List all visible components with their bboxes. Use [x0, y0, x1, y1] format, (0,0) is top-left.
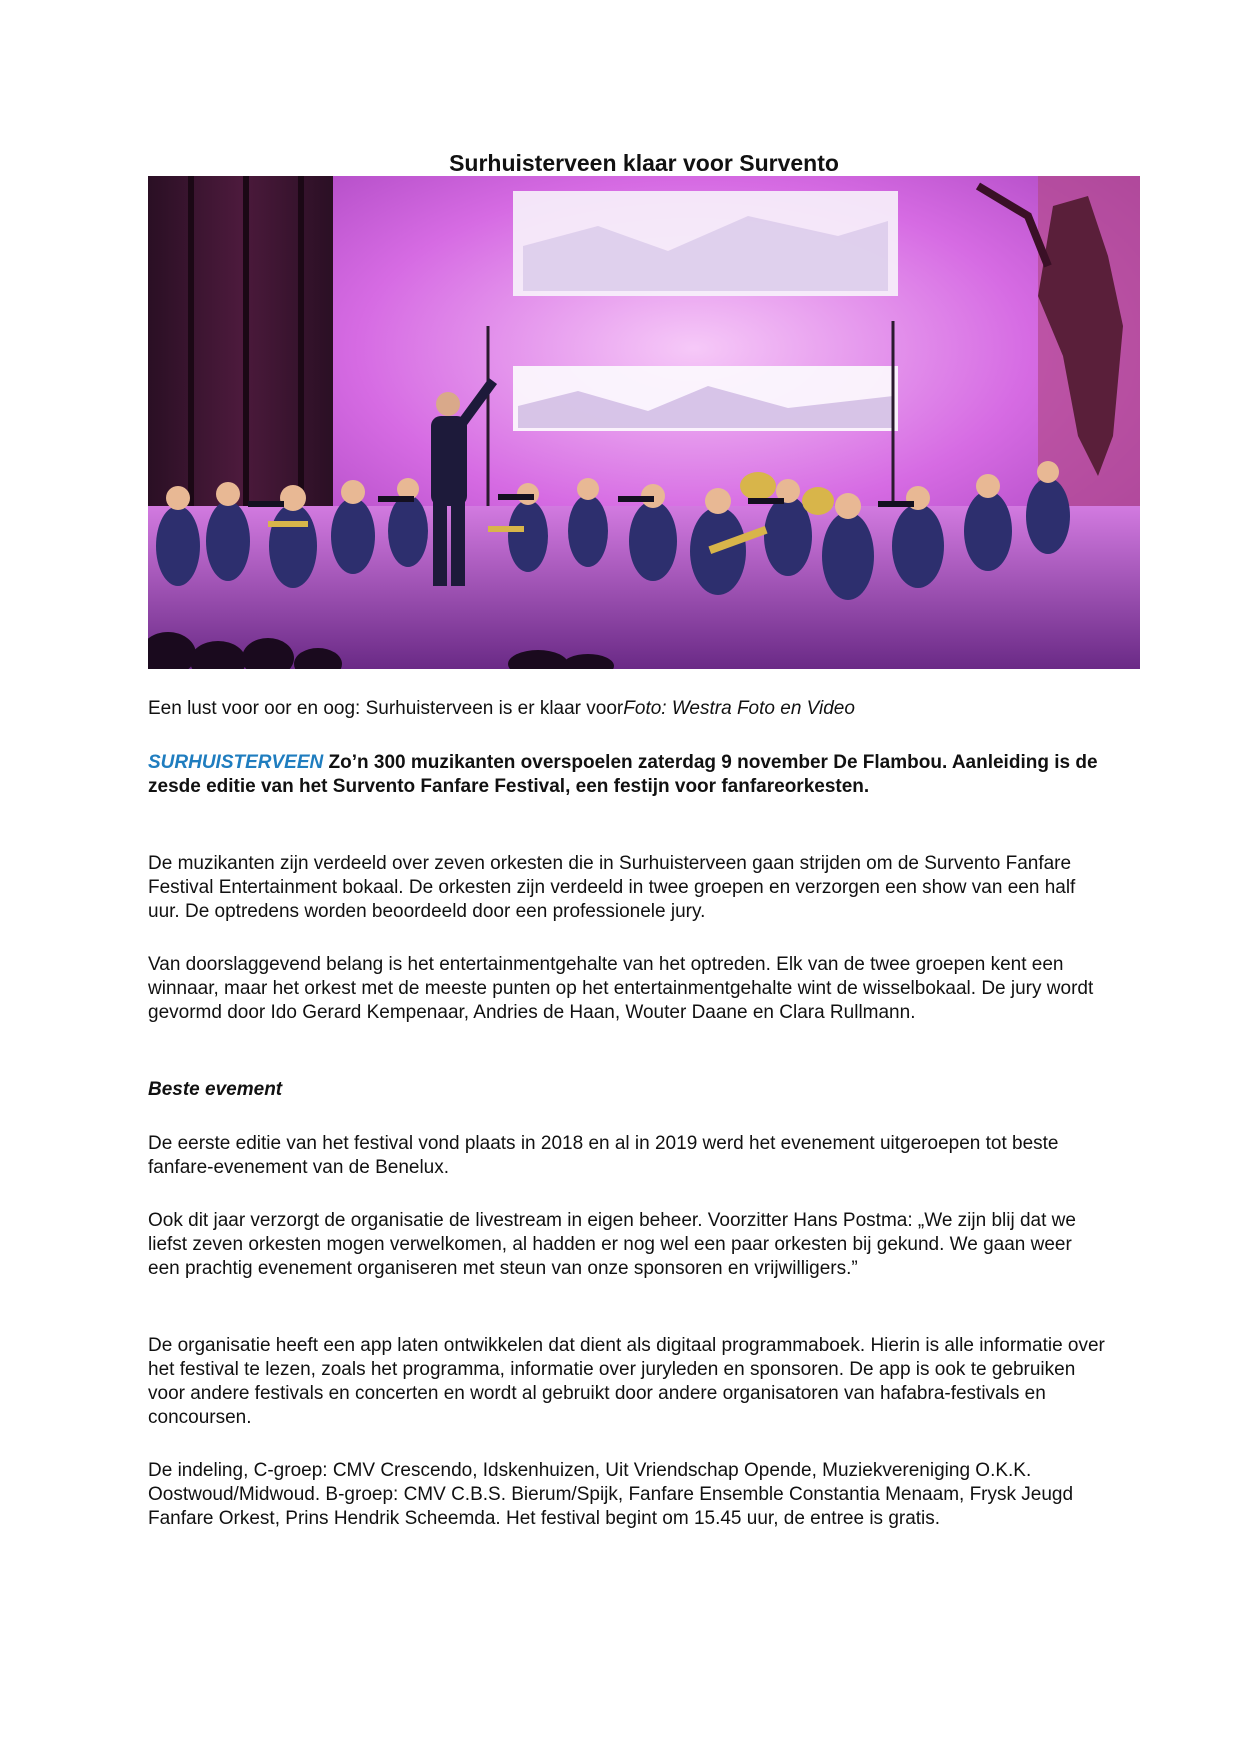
lead-text: Zo’n 300 muzikanten overspoelen zaterdag 9 november De Flambou. Aanleiding is de zesde editie van het Survento Fanfare Festival, een festijn voor fanfareorkesten.: [148, 752, 1098, 797]
article-photo: [148, 176, 1140, 669]
caption-text: Een lust voor oor en oog: Surhuisterveen is er klaar voor: [148, 698, 624, 719]
article-paragraph: Van doorslaggevend belang is het entertainmentgehalte van het optreden. Elk van de twee groepen kent een winnaar, maar het orkest met de meeste punten op het entertainmentgehalte wint de wisselbokaal. De jury wordt gevormd door Ido Gerard Kempenaar, Andries de Haan, Wouter Daane en Clara Rullmann.: [148, 954, 1094, 1023]
article-title: Surhuisterveen klaar voor Survento: [449, 150, 839, 176]
photo-caption: [148, 697, 1140, 721]
article-paragraph: De organisatie heeft een app laten ontwikkelen dat dient als digitaal programmaboek. Hierin is alle informatie over het festival te lezen, zoals het programma, informatie over juryleden en sponsoren. De app is ook te gebruiken voor andere festivals en concerten en wordt al gebruikt door andere organisatoren van hafabra-festivals en concoursen.: [148, 1335, 1105, 1428]
article-lead: [148, 751, 1098, 799]
dateline: SURHUISTERVEEN: [148, 752, 324, 773]
article-paragraph: Ook dit jaar verzorgt de organisatie de livestream in eigen beheer. Voorzitter Hans Postma: „We zijn blij dat we liefst zeven orkesten mogen verwelkomen, al hadden er nog wel een paar orkesten bij gekund. We gaan weer een prachtig evenement organiseren met steun van onze sponsoren en vrijwilligers.”: [148, 1210, 1076, 1279]
article-paragraph: De indeling, C-groep: CMV Crescendo, Idskenhuizen, Uit Vriendschap Opende, Muziekvereniging O.K.K. Oostwoud/Midwoud. B-groep: CMV C.B.S. Bierum/Spijk, Fanfare Ensemble Constantia Menaam, Frysk Jeugd Fanfare Orkest, Prins Hendrik Scheemda. Het festival begint om 15.45 uur, de entree is gratis.: [148, 1460, 1074, 1529]
article-paragraph: De muzikanten zijn verdeeld over zeven orkesten die in Surhuisterveen gaan strijden om de Survento Fanfare Festival Entertainment bokaal. De orkesten zijn verdeeld in twee groepen en verzorgen een show van een half uur. De optredens worden beoordeeld door een professionele jury.: [148, 853, 1076, 922]
article-paragraph: De eerste editie van het festival vond plaats in 2018 en al in 2019 werd het evenement uitgeroepen tot beste fanfare-evenement van de Benelux.: [148, 1133, 1059, 1178]
caption-credit: Foto: Westra Foto en Video: [623, 698, 855, 719]
article-subheading: Beste evement: [148, 1079, 283, 1100]
orchestra-stage-photo-icon: [148, 176, 1140, 669]
